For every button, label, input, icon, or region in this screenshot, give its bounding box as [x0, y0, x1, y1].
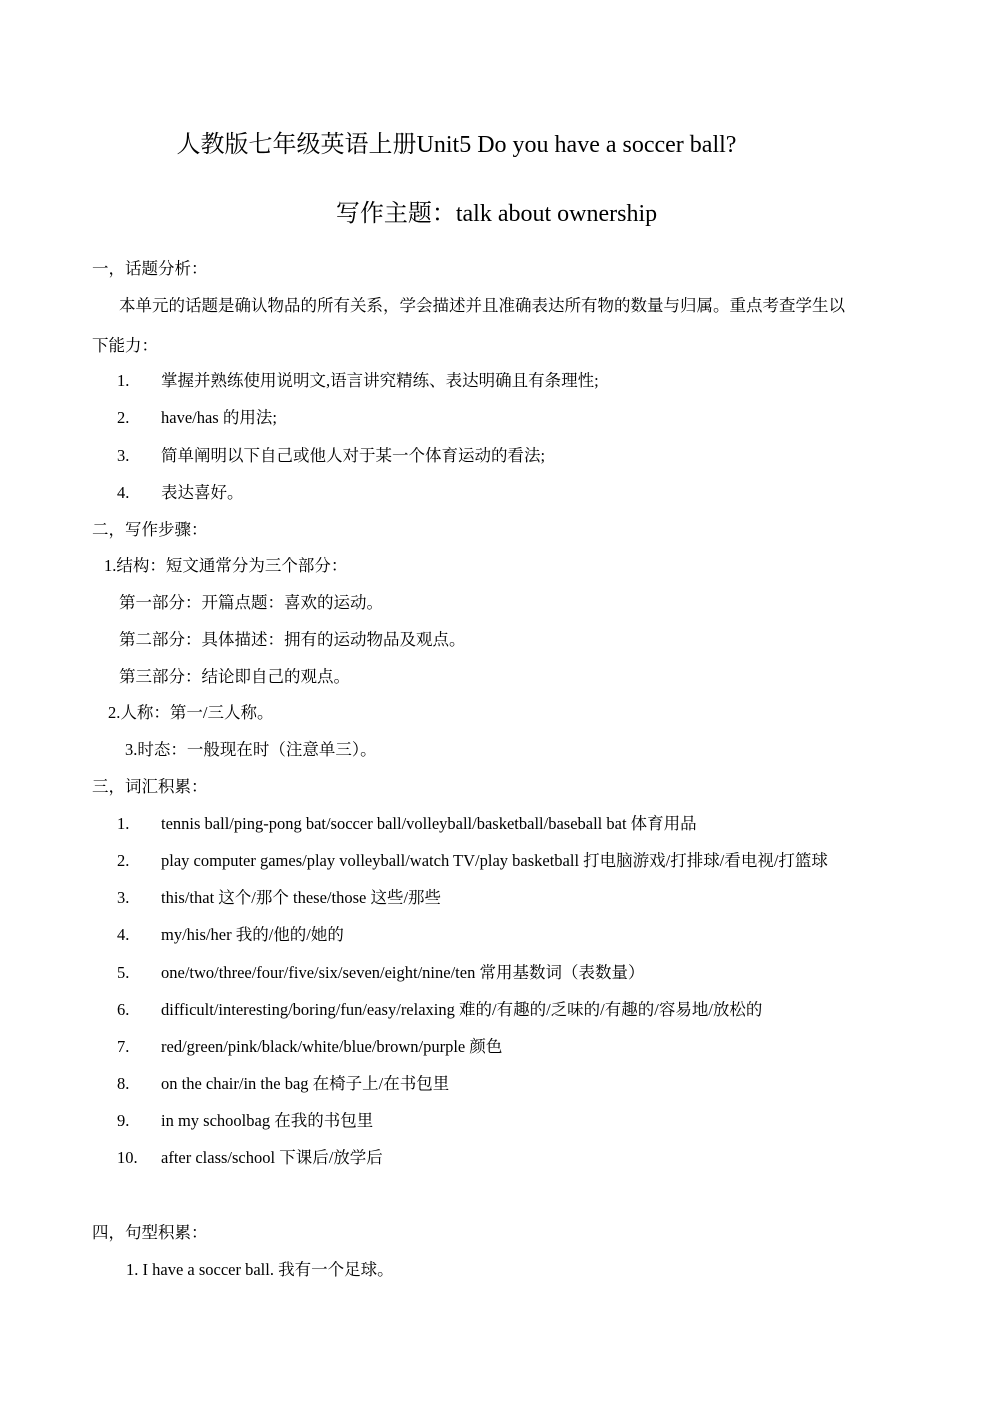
vocab-item: difficult/interesting/boring/fun/easy/relaxing 难的/有趣的/乏味的/有趣的/容易地/放松的: [161, 1000, 763, 1019]
list-item: 表达喜好。: [161, 483, 244, 502]
vocab-item: red/green/pink/black/white/blue/brown/purple 颜色: [161, 1037, 503, 1056]
structure-part-3: 第三部分：结论即自己的观点。: [119, 667, 350, 686]
document-subtitle: 写作主题：talk about ownership: [335, 201, 658, 227]
vocab-item: this/that 这个/那个 these/those 这些/那些: [161, 888, 442, 907]
list-item-number: 2.: [117, 408, 130, 427]
person-line: 2.人称：第一/三人称。: [108, 703, 274, 722]
vocab-item: after class/school 下课后/放学后: [161, 1148, 383, 1167]
sentence-item: 1. I have a soccer ball. 我有一个足球。: [126, 1260, 394, 1279]
vocab-number: 3.: [117, 888, 130, 907]
section-3-heading: 三，词汇积累：: [92, 777, 208, 796]
section-1-heading: 一，话题分析：: [92, 259, 208, 278]
tense-line: 3.时态：一般现在时（注意单三）。: [125, 740, 377, 759]
list-item: 简单阐明以下自己或他人对于某一个体育运动的看法;: [161, 446, 546, 465]
vocab-number: 10.: [117, 1148, 138, 1167]
vocab-number: 2.: [117, 851, 130, 870]
vocab-number: 8.: [117, 1074, 130, 1093]
vocab-number: 4.: [117, 925, 130, 944]
vocab-item: tennis ball/ping-pong bat/soccer ball/volleyball/basketball/baseball bat 体育用品: [161, 814, 697, 833]
list-item-number: 4.: [117, 483, 130, 502]
vocab-item: my/his/her 我的/他的/她的: [161, 925, 344, 944]
list-item: 掌握并熟练使用说明文,语言讲究精练、表达明确且有条理性;: [161, 371, 599, 390]
structure-part-1: 第一部分：开篇点题：喜欢的运动。: [119, 593, 383, 612]
vocab-number: 9.: [117, 1111, 130, 1130]
section-1-intro-continued: 下能力：: [92, 336, 158, 355]
document-title: 人教版七年级英语上册Unit5 Do you have a soccer ball?: [176, 132, 737, 158]
list-item: have/has 的用法;: [161, 408, 277, 427]
section-2-heading: 二，写作步骤：: [92, 520, 208, 539]
vocab-number: 1.: [117, 814, 130, 833]
vocab-item: on the chair/in the bag 在椅子上/在书包里: [161, 1074, 450, 1093]
vocab-number: 7.: [117, 1037, 130, 1056]
vocab-number: 6.: [117, 1000, 130, 1019]
structure-line: 1.结构：短文通常分为三个部分：: [104, 556, 348, 575]
vocab-item: one/two/three/four/five/six/seven/eight/nine/ten 常用基数词（表数量）: [161, 963, 645, 982]
section-4-heading: 四，句型积累：: [92, 1223, 208, 1242]
section-1-intro: 本单元的话题是确认物品的所有关系，学会描述并且准确表达所有物的数量与归属。重点考查学生以: [119, 296, 845, 315]
structure-part-2: 第二部分：具体描述：拥有的运动物品及观点。: [119, 630, 466, 649]
list-item-number: 3.: [117, 446, 130, 465]
list-item-number: 1.: [117, 371, 130, 390]
vocab-item: in my schoolbag 在我的书包里: [161, 1111, 374, 1130]
vocab-item: play computer games/play volleyball/watch TV/play basketball 打电脑游戏/打排球/看电视/打篮球: [161, 851, 828, 870]
vocab-number: 5.: [117, 963, 130, 982]
